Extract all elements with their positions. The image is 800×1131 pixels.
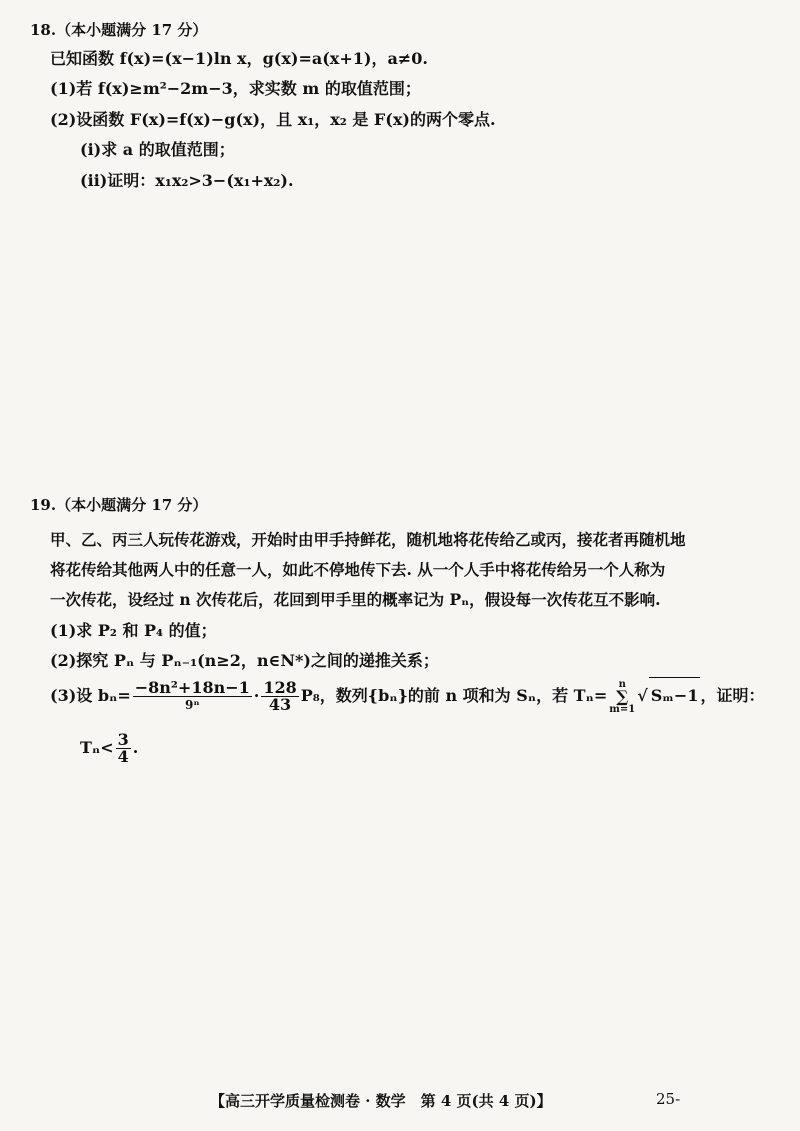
q19-conclusion: [80, 730, 138, 766]
sqrt-symbol: √: [637, 686, 648, 705]
q19-header: 19.（本小题满分 17 分）: [30, 496, 208, 514]
q19-text-line1: 甲、乙、丙三人玩传花游戏，开始时由甲手持鲜花，随机地将花传给乙或丙，接花者再随机地: [50, 530, 686, 549]
q19-part3-dot: ·: [253, 686, 260, 705]
q18-part2: (2)设函数 F(x)=f(x)−g(x)，且 x₁，x₂ 是 F(x)的两个零点.: [50, 110, 496, 129]
q19-text-line2: 将花传给其他两人中的任意一人，如此不停地传下去. 从一个人手中将花传给另一个人称为: [50, 560, 666, 579]
q19-conclusion-den: 4: [117, 747, 129, 766]
q18-given: 已知函数 f(x)=(x−1)ln x，g(x)=a(x+1)，a≠0.: [50, 49, 428, 68]
q19-part3: [50, 677, 764, 715]
q18-part1: (1)若 f(x)≥m²−2m−3，求实数 m 的取值范围；: [50, 79, 421, 98]
q19-conclusion-prefix: Tₙ<: [80, 738, 114, 757]
q19-conclusion-fraction: [116, 732, 131, 765]
q19-part2: (2)探究 Pₙ 与 Pₙ₋₁(n≥2，n∈N*)之间的递推关系；: [50, 651, 439, 670]
q19-text-line3: 一次传花，设经过 n 次传花后，花回到甲手里的概率记为 Pₙ，假设每一次传花互不影响.: [50, 590, 661, 609]
q19-part3-sum-bottom: m=1: [609, 703, 636, 715]
q19-part3-sqrt: Sₘ−1: [649, 677, 701, 714]
q18-part2-i: (ⅰ)求 a 的取值范围；: [80, 140, 235, 159]
q19-part3-mid: P₈，数列{bₙ}的前 n 项和为 Sₙ，若 Tₙ=: [300, 686, 608, 705]
page-code: 25-: [656, 1090, 681, 1108]
q19-part3-fraction2-num: 128: [263, 678, 297, 697]
sigma-symbol: ∑: [616, 686, 629, 706]
q19-conclusion-num: 3: [117, 730, 129, 749]
q19-part3-fraction1-num: −8n²+18n−1: [134, 678, 250, 697]
q19-conclusion-suffix: .: [132, 738, 139, 757]
q19-part3-fraction2-den: 43: [268, 695, 292, 714]
q19-part3-summation: [609, 679, 635, 715]
q19-part3-fraction2: [261, 680, 298, 713]
q19-part1: (1)求 P₂ 和 P₄ 的值；: [50, 621, 217, 640]
q19-part3-sum-top: n: [618, 678, 626, 690]
page-footer: 【高三开学质量检测卷 · 数学 第 4 页(共 4 页)】: [210, 1092, 552, 1110]
q19-part3-fraction1: [133, 680, 252, 713]
q18-part2-ii: (ⅱ)证明：x₁x₂>3−(x₁+x₂).: [80, 171, 294, 190]
q18-header: 18.（本小题满分 17 分）: [30, 21, 208, 39]
q19-part3-prefix: (3)设 bₙ=: [50, 686, 131, 705]
q19-part3-suffix: ，证明：: [700, 686, 765, 705]
q19-part3-fraction1-den: 9ⁿ: [184, 698, 200, 712]
